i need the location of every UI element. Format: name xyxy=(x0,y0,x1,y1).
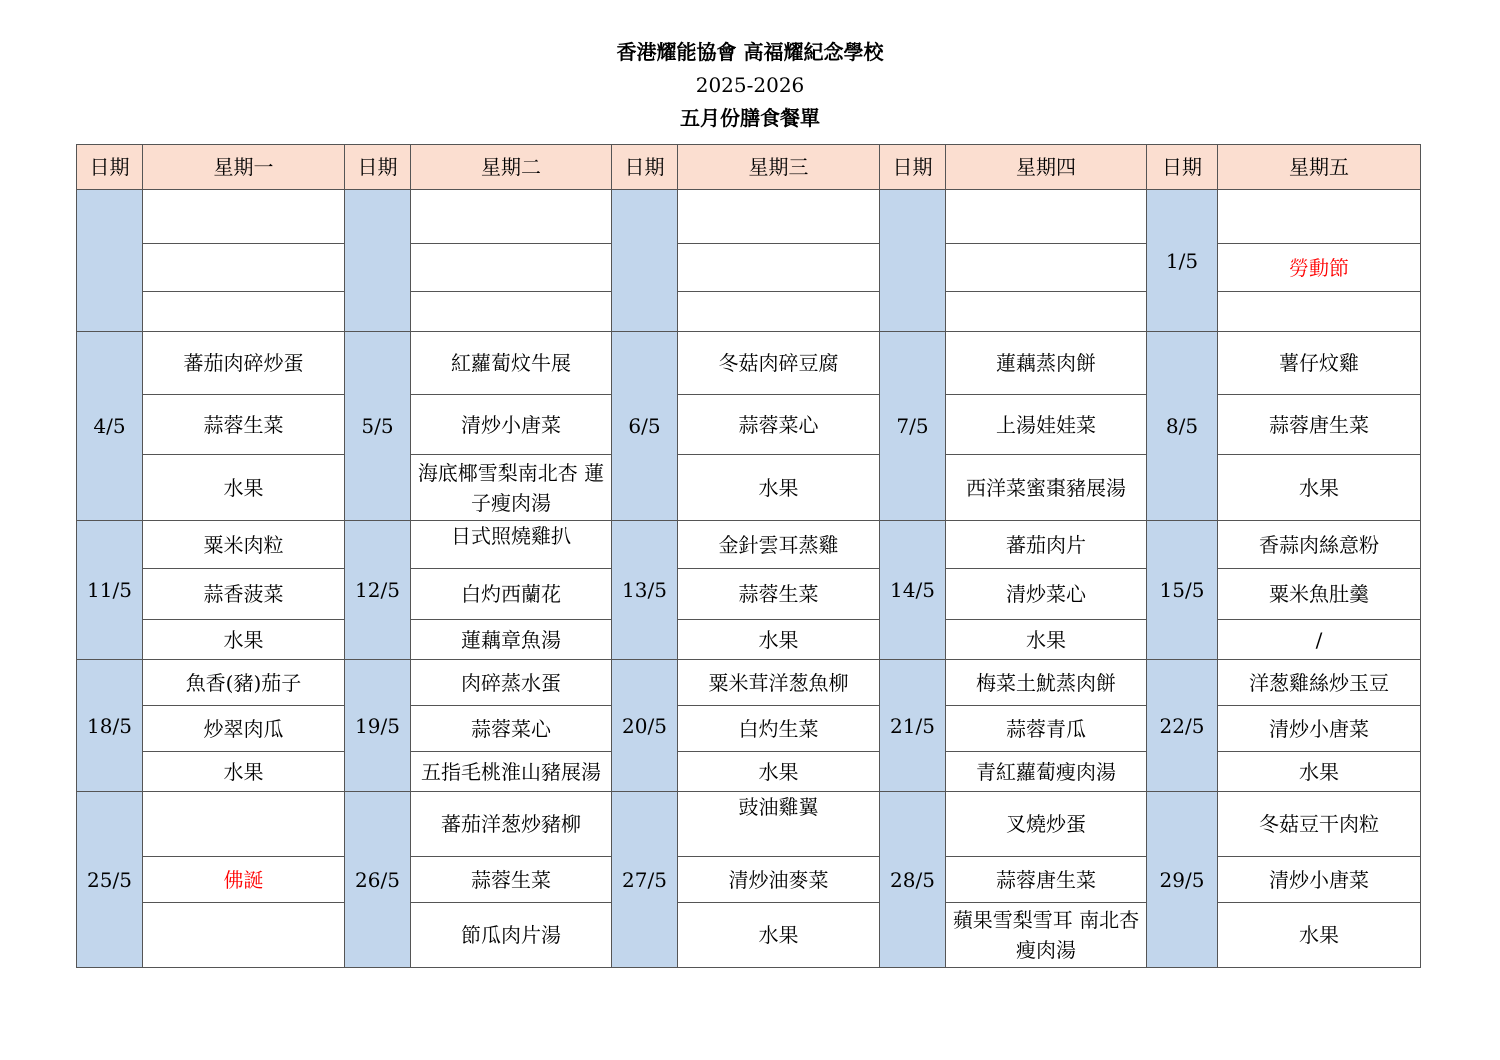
menu-row xyxy=(77,660,1421,706)
date-cell: 15/5 xyxy=(1147,521,1218,660)
dish-cell: 冬菇豆干肉粒 xyxy=(1218,792,1421,857)
column-header: 日期 xyxy=(612,145,678,190)
menu-row xyxy=(77,521,1421,569)
menu-row xyxy=(77,752,1421,792)
date-cell xyxy=(612,190,678,332)
date-cell: 4/5 xyxy=(77,332,143,521)
menu-row xyxy=(77,903,1421,968)
menu-row xyxy=(77,857,1421,903)
dish-cell: 白灼西蘭花 xyxy=(411,569,612,620)
dish-cell: 蒜蓉生菜 xyxy=(411,857,612,903)
dish-cell xyxy=(678,244,880,292)
dish-cell: 水果 xyxy=(678,455,880,521)
dish-cell: 海底椰雪梨南北杏 蓮子瘦肉湯 xyxy=(411,455,612,521)
dish-cell: 青紅蘿蔔瘦肉湯 xyxy=(946,752,1147,792)
dish-cell xyxy=(143,903,345,968)
dish-cell xyxy=(1218,190,1421,244)
school-name: 香港耀能協會 高福耀紀念學校 xyxy=(616,40,884,64)
holiday-cell: 勞動節 xyxy=(1218,244,1421,292)
dish-cell: 清炒菜心 xyxy=(946,569,1147,620)
menu-row xyxy=(77,244,1421,292)
dish-cell: 水果 xyxy=(143,752,345,792)
dish-cell: 紅蘿蔔炆牛展 xyxy=(411,332,612,395)
school-year: 2025-2026 xyxy=(695,73,805,97)
dish-cell: 魚香(豬)茄子 xyxy=(143,660,345,706)
column-header: 日期 xyxy=(880,145,946,190)
menu-row xyxy=(77,455,1421,521)
date-cell: 20/5 xyxy=(612,660,678,792)
dish-cell xyxy=(1218,292,1421,332)
dish-cell xyxy=(411,292,612,332)
column-header: 星期五 xyxy=(1218,145,1421,190)
dish-cell: 粟米肉粒 xyxy=(143,521,345,569)
dish-cell: 水果 xyxy=(678,903,880,968)
date-cell: 6/5 xyxy=(612,332,678,521)
dish-cell xyxy=(678,292,880,332)
dish-cell: 水果 xyxy=(1218,903,1421,968)
dish-cell: 蓮藕章魚湯 xyxy=(411,620,612,660)
menu-row xyxy=(77,292,1421,332)
dish-cell: 水果 xyxy=(678,620,880,660)
date-cell xyxy=(345,190,411,332)
dish-cell xyxy=(143,244,345,292)
dish-cell xyxy=(411,244,612,292)
dish-cell: 蒜蓉生菜 xyxy=(678,569,880,620)
date-cell: 18/5 xyxy=(77,660,143,792)
dish-cell: 蒜蓉生菜 xyxy=(143,395,345,455)
column-header: 日期 xyxy=(77,145,143,190)
date-cell: 12/5 xyxy=(345,521,411,660)
menu-row xyxy=(77,332,1421,395)
dish-cell: 豉油雞翼 xyxy=(678,792,880,857)
dish-cell: 蒜蓉唐生菜 xyxy=(1218,395,1421,455)
dish-cell: 五指毛桃淮山豬展湯 xyxy=(411,752,612,792)
dish-cell xyxy=(946,292,1147,332)
date-cell: 1/5 xyxy=(1147,190,1218,332)
date-cell: 8/5 xyxy=(1147,332,1218,521)
column-header: 星期二 xyxy=(411,145,612,190)
dish-cell: 蕃茄肉碎炒蛋 xyxy=(143,332,345,395)
dish-cell: 蒜蓉青瓜 xyxy=(946,706,1147,752)
dish-cell: 香蒜肉絲意粉 xyxy=(1218,521,1421,569)
date-cell: 26/5 xyxy=(345,792,411,968)
date-cell: 14/5 xyxy=(880,521,946,660)
dish-cell: 上湯娃娃菜 xyxy=(946,395,1147,455)
dish-cell: 水果 xyxy=(143,455,345,521)
dish-cell: 蒜香菠菜 xyxy=(143,569,345,620)
dish-cell: 粟米魚肚羹 xyxy=(1218,569,1421,620)
dish-cell: 蘋果雪梨雪耳 南北杏瘦肉湯 xyxy=(946,903,1147,968)
dish-cell: 蒜蓉唐生菜 xyxy=(946,857,1147,903)
dish-cell: 清炒油麥菜 xyxy=(678,857,880,903)
date-cell: 11/5 xyxy=(77,521,143,660)
dish-cell: 西洋菜蜜棗豬展湯 xyxy=(946,455,1147,521)
date-cell: 25/5 xyxy=(77,792,143,968)
dish-cell xyxy=(143,292,345,332)
column-header: 日期 xyxy=(1147,145,1218,190)
menu-row xyxy=(77,395,1421,455)
date-cell: 29/5 xyxy=(1147,792,1218,968)
menu-row xyxy=(77,569,1421,620)
dish-cell: 蓮藕蒸肉餅 xyxy=(946,332,1147,395)
dish-cell xyxy=(678,190,880,244)
dish-cell: 蕃茄洋葱炒豬柳 xyxy=(411,792,612,857)
dish-cell: 清炒小唐菜 xyxy=(411,395,612,455)
column-header: 日期 xyxy=(345,145,411,190)
dish-cell: 蒜蓉菜心 xyxy=(411,706,612,752)
dish-cell: 冬菇肉碎豆腐 xyxy=(678,332,880,395)
column-header: 星期四 xyxy=(946,145,1147,190)
date-cell: 27/5 xyxy=(612,792,678,968)
menu-body xyxy=(77,190,1421,968)
date-cell: 5/5 xyxy=(345,332,411,521)
dish-cell: 梅菜土魷蒸肉餅 xyxy=(946,660,1147,706)
date-cell xyxy=(880,190,946,332)
date-cell: 28/5 xyxy=(880,792,946,968)
column-header: 星期三 xyxy=(678,145,880,190)
dish-cell: / xyxy=(1218,620,1421,660)
menu-row xyxy=(77,620,1421,660)
dish-cell: 金針雲耳蒸雞 xyxy=(678,521,880,569)
dish-cell xyxy=(143,190,345,244)
dish-cell: 肉碎蒸水蛋 xyxy=(411,660,612,706)
date-cell xyxy=(77,190,143,332)
dish-cell: 粟米茸洋葱魚柳 xyxy=(678,660,880,706)
holiday-cell: 佛誕 xyxy=(143,857,345,903)
dish-cell: 清炒小唐菜 xyxy=(1218,857,1421,903)
dish-cell xyxy=(411,190,612,244)
menu-table xyxy=(76,144,1421,968)
date-cell: 21/5 xyxy=(880,660,946,792)
dish-cell: 水果 xyxy=(143,620,345,660)
dish-cell: 清炒小唐菜 xyxy=(1218,706,1421,752)
date-cell: 13/5 xyxy=(612,521,678,660)
dish-cell: 日式照燒雞扒 xyxy=(411,521,612,569)
dish-cell xyxy=(143,792,345,857)
header-row xyxy=(77,145,1421,190)
date-cell: 7/5 xyxy=(880,332,946,521)
dish-cell xyxy=(946,190,1147,244)
dish-cell xyxy=(946,244,1147,292)
dish-cell: 水果 xyxy=(1218,752,1421,792)
date-cell: 22/5 xyxy=(1147,660,1218,792)
menu-row xyxy=(77,706,1421,752)
menu-title: 五月份膳食餐單 xyxy=(680,106,820,130)
dish-cell: 蕃茄肉片 xyxy=(946,521,1147,569)
dish-cell: 炒翠肉瓜 xyxy=(143,706,345,752)
dish-cell: 節瓜肉片湯 xyxy=(411,903,612,968)
dish-cell: 水果 xyxy=(946,620,1147,660)
menu-row xyxy=(77,190,1421,244)
dish-cell: 洋葱雞絲炒玉豆 xyxy=(1218,660,1421,706)
dish-cell: 薯仔炆雞 xyxy=(1218,332,1421,395)
date-cell: 19/5 xyxy=(345,660,411,792)
dish-cell: 白灼生菜 xyxy=(678,706,880,752)
dish-cell: 蒜蓉菜心 xyxy=(678,395,880,455)
dish-cell: 水果 xyxy=(1218,455,1421,521)
dish-cell: 水果 xyxy=(678,752,880,792)
column-header: 星期一 xyxy=(143,145,345,190)
menu-row xyxy=(77,792,1421,857)
dish-cell: 叉燒炒蛋 xyxy=(946,792,1147,857)
